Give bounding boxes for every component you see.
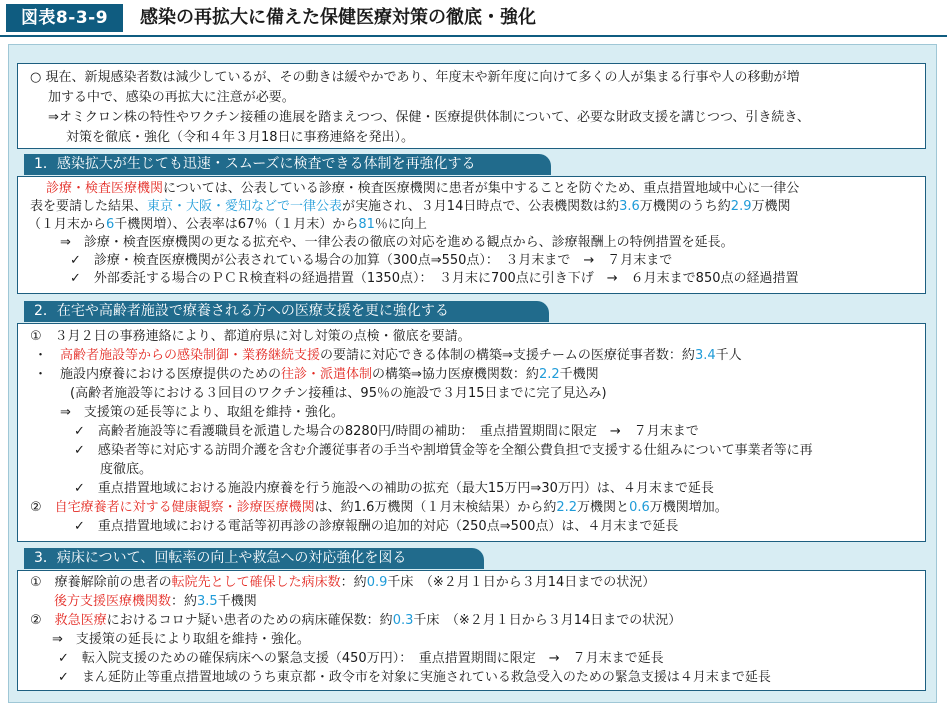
section-2-box bbox=[17, 323, 926, 542]
content-panel bbox=[8, 44, 937, 703]
intro-line-4: 対策を徹底・強化（令和４年３月18日に事務連絡を発出）。 bbox=[66, 130, 415, 145]
s3-line-4: ⇒ 支援策の延長により取組を維持・強化。 bbox=[52, 632, 310, 647]
intro-line-1: ○ 現在、新規感染者数は減少しているが、その動きは緩やかであり、年度末や新年度に向けて多くの人が集まる行事や人の移動が増 bbox=[30, 70, 800, 85]
figure-title: 感染の再拡大に備えた保健医療対策の徹底・強化 bbox=[140, 7, 536, 28]
s3-line-3: ② 救急医療におけるコロナ疑い患者のための病床確保数：約0.3千床 （※２月１日から３月14日までの状況） bbox=[30, 613, 682, 628]
intro-line-3: ⇒オミクロン株の特性やワクチン接種の進展を踏まえつつ、保健・医療提供体制について、必要な財政支援を講じつつ、引き続き、 bbox=[48, 110, 810, 125]
s2-line-6: ✓ 高齢者施設等に看護職員を派遣した場合の8280円/時間の補助： 重点措置期間に限定 → ７月末まで bbox=[74, 424, 699, 439]
section-1-heading: 1．感染拡大が生じても迅速・スムーズに検査できる体制を再強化する bbox=[24, 154, 551, 175]
header-rule bbox=[0, 35, 947, 37]
s1-line-4: ⇒ 診療・検査医療機関の更なる拡充や、一律公表の徹底の対応を進める観点から、診療報酬上の特例措置を延長。 bbox=[60, 235, 734, 250]
section-1-box bbox=[17, 176, 926, 294]
s2-line-8: 度徹底。 bbox=[100, 462, 153, 477]
s2-line-1: ① ３月２日の事務連絡により、都道府県に対し対策の点検・徹底を要請。 bbox=[30, 329, 471, 344]
s1-line-3: （１月末から6千機関増）、公表率は67％（１月末）から81％に向上 bbox=[28, 217, 427, 232]
s3-line-5: ✓ 転入院支援のための確保病床への緊急支援（450万円）： 重点措置期間に限定 → ７月末まで延長 bbox=[58, 651, 664, 666]
section-3-heading: 3．病床について、回転率の向上や救急への対応強化を図る bbox=[24, 548, 484, 569]
s3-line-2: 後方支援医療機関数：約3.5千機関 bbox=[54, 594, 257, 609]
s3-line-1: ① 療養解除前の患者の転院先として確保した病床数：約0.9千床 （※２月１日から３月14日までの状況） bbox=[30, 575, 656, 590]
s3-line-6: ✓ まん延防止等重点措置地域のうち東京都・政令市を対象に実施されている救急受入のための緊急支援は４月末まで延長 bbox=[58, 670, 771, 685]
s2-line-9: ✓ 重点措置地域における施設内療養を行う施設への補助の拡充（最大15万円⇒30万円）は、４月末まで延長 bbox=[74, 481, 714, 496]
s2-line-5: ⇒ 支援策の延長等により、取組を維持・強化。 bbox=[60, 405, 344, 420]
s1-line-5: ✓ 診療・検査医療機関が公表されている場合の加算（300点⇒550点）： ３月末まで → ７月末まで bbox=[70, 253, 673, 268]
s2-line-2: ・ 高齢者施設等からの感染制御・業務継続支援の要請に対応できる体制の構築⇒支援チームの医療従事者数：約3.4千人 bbox=[34, 348, 742, 363]
section-2-heading: 2．在宅や高齢者施設で療養される方への医療支援を更に強化する bbox=[24, 301, 549, 322]
s1-line-2: 表を要請した結果、東京・大阪・愛知などで一律公表が実施され、３月14日時点で、公表機関数は約3.6万機関のうち約2.9万機関 bbox=[30, 199, 791, 214]
s2-line-7: ✓ 感染者等に対応する訪問介護を含む介護従事者の手当や割増賃金等を全額公費負担で支援する仕組みについて事業者等に再 bbox=[74, 443, 813, 458]
s2-line-10: ② 自宅療養者に対する健康観察・診療医療機関は、約1.6万機関（１月末検結果）から約2.2万機関と0.6万機関増加。 bbox=[30, 500, 728, 515]
s2-line-3: ・ 施設内療養における医療提供のための往診・派遣体制の構築⇒協力医療機関数：約2.2千機関 bbox=[34, 367, 599, 382]
s1-line-1: 診療・検査医療機関については、公表している診療・検査医療機関に患者が集中することを防ぐため、重点措置地域中心に一律公 bbox=[46, 181, 800, 196]
figure-number: 図表8-3-9 bbox=[6, 4, 123, 32]
s2-line-11: ✓ 重点措置地域における電話等初再診の診療報酬の追加的対応（250点⇒500点）は、４月末まで延長 bbox=[74, 519, 679, 534]
figure-header bbox=[0, 0, 947, 36]
section-3-box bbox=[17, 570, 926, 691]
s1-highlight: 診療・検査医療機関 bbox=[46, 181, 164, 196]
intro-box bbox=[17, 63, 926, 149]
s1-line-6: ✓ 外部委託する場合のＰＣＲ検査料の経過措置（1350点）： ３月末に700点に引き下げ → ６月末まで850点の経過措置 bbox=[70, 271, 799, 286]
s2-line-4: (高齢者施設等における３回目のワクチン接種は、95％の施設で３月15日までに完了見込み) bbox=[70, 386, 607, 401]
intro-line-2: 加する中で、感染の再拡大に注意が必要。 bbox=[48, 90, 295, 105]
